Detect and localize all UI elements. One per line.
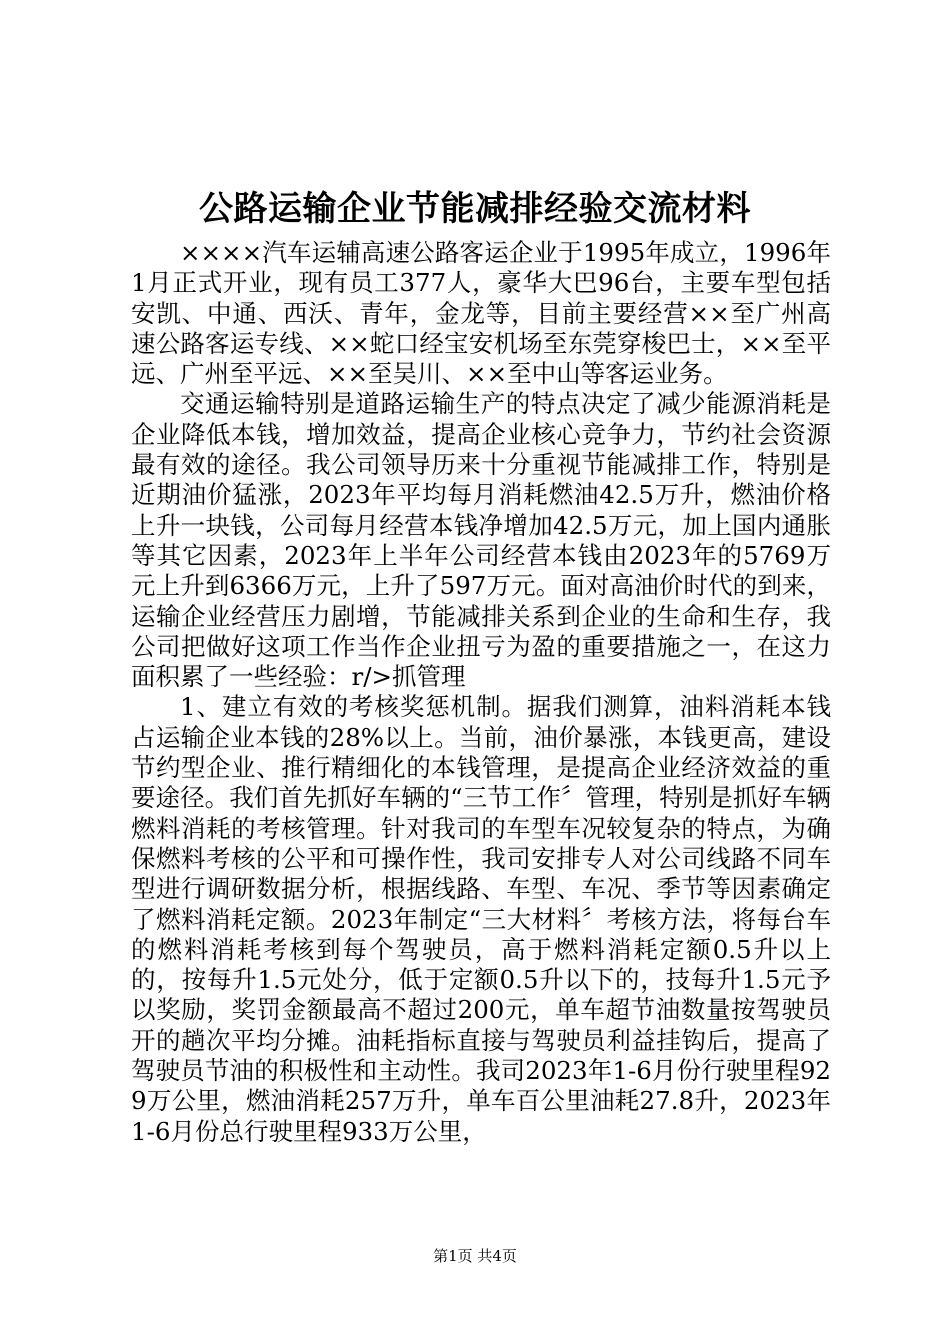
document-title: 公路运输企业节能减排经验交流材料	[199, 189, 751, 229]
paragraph-company-intro: ××××汽车运辅高速公路客运企业于1995年成立，1996年1月正式开业，现有员工377人，豪华大巴96台，主要车型包括安凯、中通、西沃、青年，金龙等，目前主要经营××至广州高速公路客运专线、××蛇口经宝安机场至东莞穿梭巴士，××至平远、广州至平远、××至吴川、××至中山等客运业务。	[131, 238, 831, 389]
page-number-footer: 第1页 共4页	[433, 1247, 517, 1265]
paragraph-energy-background: 交通运输特别是道路运输生产的特点决定了减少能源消耗是企业降低本钱，增加效益，提高企业核心竞争力，节约社会资源最有效的途径。我公司领导历来十分重视节能减排工作，特别是近期油价猛涨，2023年平均每月消耗燃油42.5万升，燃油价格上升一块钱，公司每月经营本钱净增加42.5万元，加上国内通胀等其它因素，2023年上半年公司经营本钱由2023年的5769万元上升到6366万元，上升了597万元。面对高油价时代的到来，运输企业经营压力剧增，节能减排关系到企业的生命和生存，我公司把做好这项工作当作企业扭亏为盈的重要措施之一，在这力面积累了一些经验：r/>抓管理	[131, 389, 831, 692]
paragraph-assessment-mechanism: 1、建立有效的考核奖惩机制。据我们测算，油料消耗本钱占运输企业本钱的28%以上。当前，油价暴涨，本钱更高，建设节约型企业、推行精细化的本钱管理，是提高企业经济效益的重要途径。我们首先抓好车辆的“三节工作〞管理，特别是抓好车辆燃料消耗的考核管理。针对我司的车型车况较复杂的特点，为确保燃料考核的公平和可操作性，我司安排专人对公司线路不同车型进行调研数据分析，根据线路、车型、车况、季节等因素确定了燃料消耗定额。2023年制定“三大材料〞考核方法，将每台车的燃料消耗考核到每个驾驶员，高于燃料消耗定额0.5升以上的，按每升1.5元处分，低于定额0.5升以下的，技每升1.5元予以奖励，奖罚金额最高不超过200元，单车超节油数量按驾驶员开的趟次平均分摊。油耗指标直接与驾驶员利益挂钩后，提高了驾驶员节油的积极性和主动性。我司2023年1-6月份行驶里程929万公里，燃油消耗257万升，单车百公里油耗27.8升，2023年1-6月份总行驶里程933万公里，	[131, 692, 831, 1146]
document-body	[131, 238, 831, 1147]
